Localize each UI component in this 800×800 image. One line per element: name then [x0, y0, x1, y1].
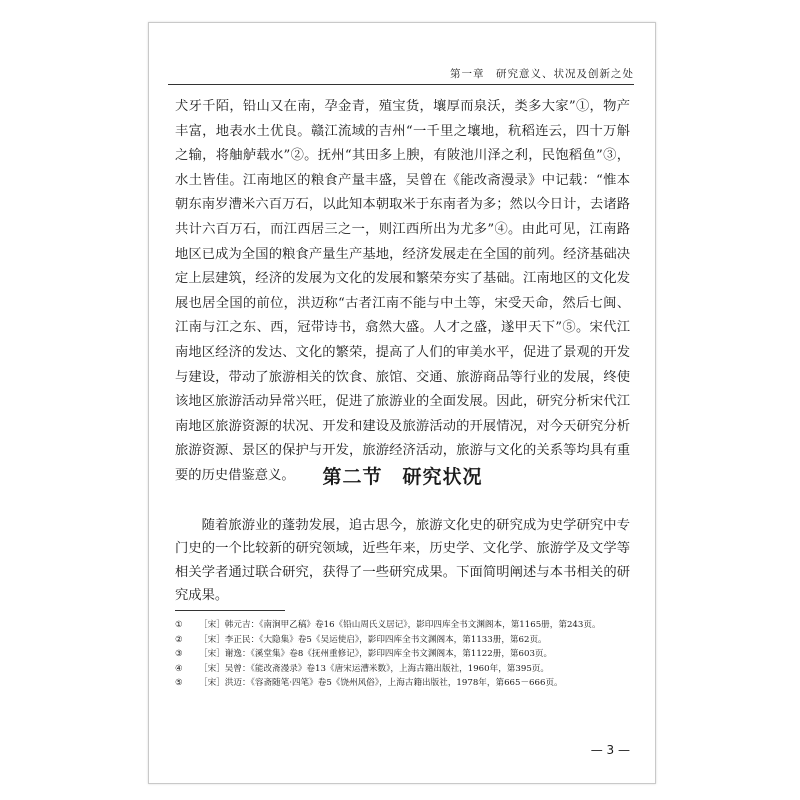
- footnote-mark: ②: [175, 634, 183, 645]
- footnote-text: ［宋］韩元吉：《南涧甲乙稿》卷16《铅山周氏义居记》，影印四库全书文渊阁本，第1165册，第243页。: [199, 620, 601, 630]
- footnote-item: [175, 676, 630, 691]
- footnote-mark: ①: [175, 620, 183, 630]
- section-text-block: [175, 514, 630, 608]
- footnote-text: ［宋］洪迈：《容斋随笔·四笔》卷5《饶州风俗》，上海古籍出版社，1978年，第665－666页。: [199, 678, 563, 689]
- footnote-text: ［宋］李正民：《大隐集》卷5《吴运使启》，影印四库全书文渊阁本，第1133册，第62页。: [199, 634, 547, 645]
- footnote-list: [175, 618, 630, 691]
- section-paragraph: 随着旅游业的蓬勃发展，追古思今，旅游文化史的研究成为史学研究中专门史的一个比较新的研究领域，近些年来，历史学、文化学、旅游学及文学等相关学者通过联合研究，获得了一些研究成果。下面简明阐述与本书相关的研究成果。: [175, 518, 630, 604]
- footnote-rule: [175, 610, 285, 611]
- section-heading: 第二节 研究状况: [322, 466, 483, 488]
- footnote-mark: ③: [175, 649, 183, 660]
- intro-text-block: [175, 95, 630, 489]
- header-rule: [168, 84, 634, 85]
- footnote-item: [175, 618, 630, 633]
- footnote-text: ［宋］谢逸：《溪堂集》卷8《抚州重修记》，影印四库全书文渊阁本，第1122册，第603页。: [199, 649, 553, 660]
- footnote-mark: ④: [175, 663, 183, 674]
- running-head: 第一章 研究意义、状况及创新之处: [450, 68, 634, 80]
- intro-paragraph: 犬牙千陌，铅山又在南，孕金青，殖宝货，壤厚而泉沃，类多大家”①，物产丰富，地表水土优良。赣江流域的吉州“一千里之壤地，秔稻连云，四十万斛之输，将舳舻载水”②。抚州“其田多上腴，有陂池川泽之利，民饱稻鱼”③，水土皆佳。江南地区的粮食产量丰盛，吴曾在《能改斋漫录》中记载：“惟本朝东南岁漕米六百万石，以此知本朝取米于东南者为多；然以今日计，去诸路共计六百万石，而江西居三之一，则江西所出为尤多”④。由此可见，江南路地区已成为全国的粮食产量生产基地，经济发展走在全国的前列。经济基础决定上层建筑，经济的发展为文化的发展和繁荣夯实了基础。江南地区的文化发展也居全国的前位，洪迈称“古者江南不能与中土等，宋受天命，然后七闽、江南与江之东、西，冠带诗书，翕然大盛。人才之盛，遂甲天下”⑤。宋代江南地区经济的发达、文化的繁荣，提高了人们的审美水平，促进了景观的开发与建设，带动了旅游相关的饮食、旅馆、交通、旅游商品等行业的发展，终使该地区旅游活动异常兴旺，促进了旅游业的全面发展。因此，研究分析宋代江南地区旅游资源的状况、开发和建设及旅游活动的开展情况，对今天研究分析旅游资源、景区的保护与开发，旅游经济活动，旅游与文化的关系等均具有重要的历史借鉴意义。: [175, 99, 630, 483]
- footnote-mark: ⑤: [175, 678, 183, 689]
- footnote-text: ［宋］吴曾：《能改斋漫录》卷13《唐宋运漕米数》，上海古籍出版社，1960年，第395页。: [199, 663, 549, 674]
- page-number: — 3 —: [590, 743, 630, 757]
- footnote-item: [175, 647, 630, 662]
- footnote-item: [175, 633, 630, 648]
- footnote-item: [175, 662, 630, 677]
